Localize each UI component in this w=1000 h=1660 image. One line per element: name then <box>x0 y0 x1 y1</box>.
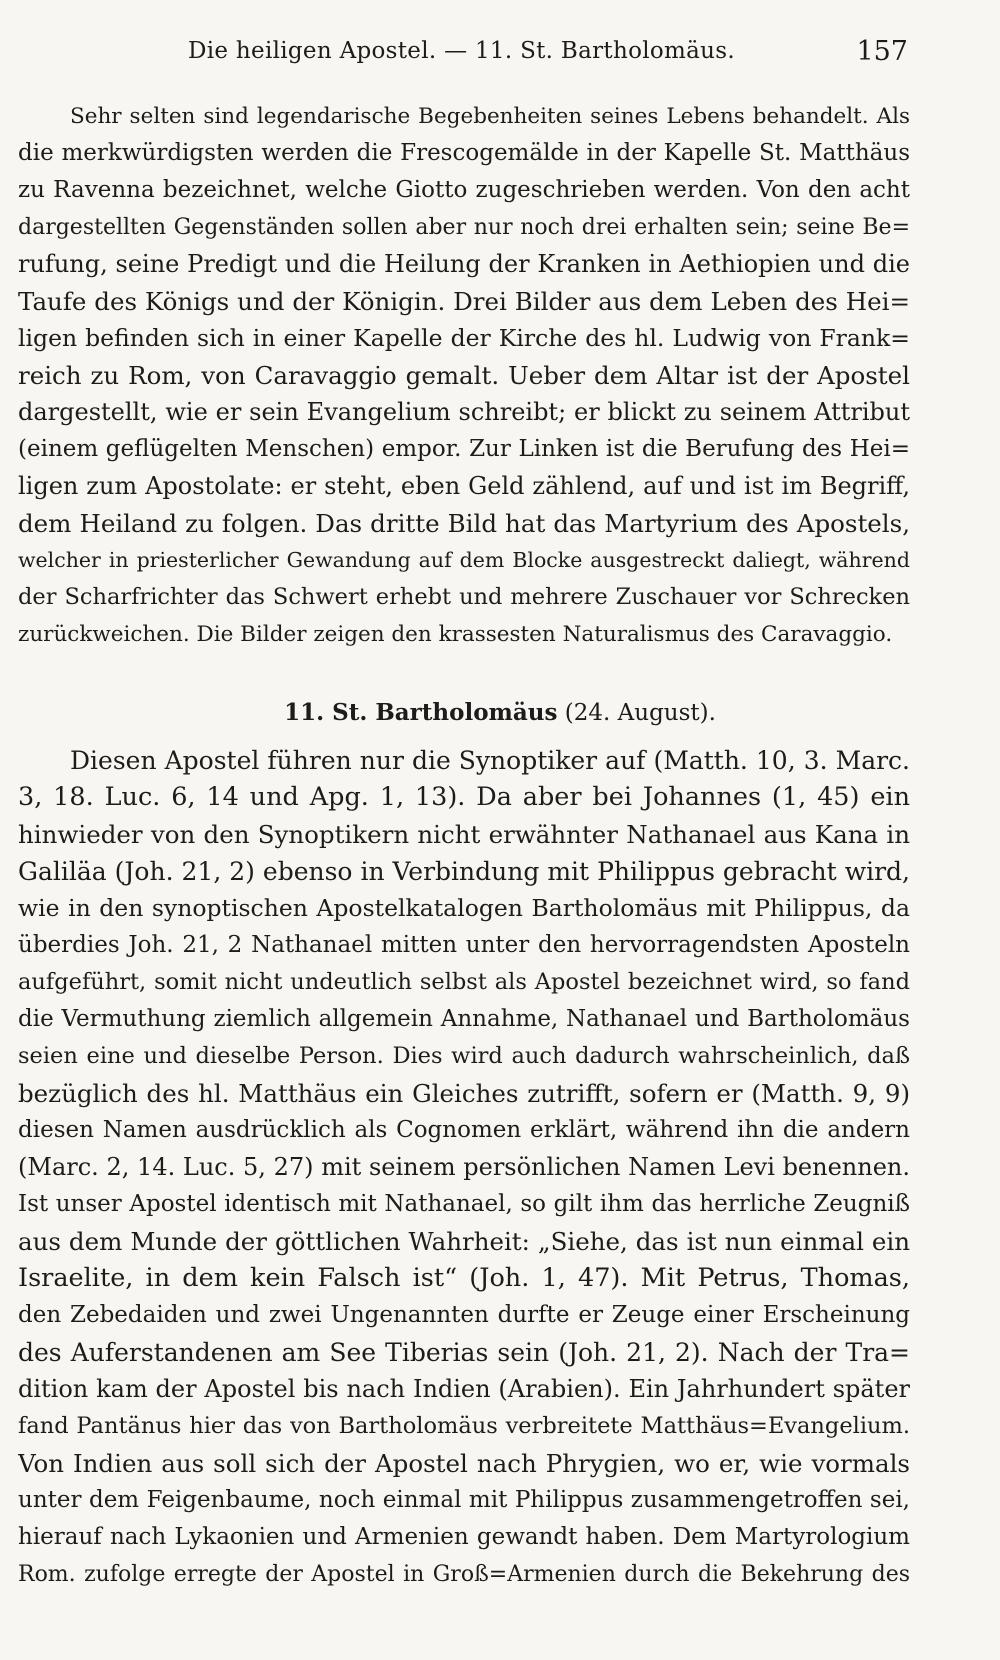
text-line: aufgeführt, somit nicht undeutlich selbst als Apostel bezeichnet wird, so fand <box>18 969 910 995</box>
text-line: wie in den synoptischen Apostelkatalogen Bartholomäus mit Philippus, da <box>18 894 910 922</box>
text-line: Rom. zufolge erregte der Apostel in Groß=Armenien durch die Bekehrung des <box>18 1562 910 1587</box>
text-line: Galiläa (Joh. 21, 2) ebenso in Verbindung mit Philippus gebracht wird, <box>18 857 910 886</box>
text-line: unter dem Feigenbaume, noch einmal mit Philippus zusammengetroffen sei, <box>18 1487 910 1513</box>
text-line: seien eine und dieselbe Person. Dies wird auch dadurch wahrscheinlich, daß <box>18 1043 910 1069</box>
text-line: des Auferstandenen am See Tiberias sein (Joh. 21, 2). Nach der Tra= <box>18 1338 910 1367</box>
text-line: ligen zum Apostolate: er steht, eben Geld zählend, auf und ist im Begriff, <box>18 472 910 500</box>
text-line: fand Pantänus hier das von Bartholomäus verbreitete Matthäus=Evangelium. <box>18 1413 910 1439</box>
feast-date: (24. August). <box>564 700 716 726</box>
text-line: Taufe des Königs und der Königin. Drei Bilder aus dem Leben des Hei= <box>18 287 910 316</box>
text-line: 3, 18. Luc. 6, 14 und Apg. 1, 13). Da aber bei Johannes (1, 45) ein <box>18 782 910 812</box>
text-line: zurückweichen. Die Bilder zeigen den krassesten Naturalismus des Caravaggio. <box>18 622 893 647</box>
text-line: bezüglich des hl. Matthäus ein Gleiches zutrifft, sofern er (Matth. 9, 9) <box>18 1079 910 1108</box>
text-line: Diesen Apostel führen nur die Synoptiker auf (Matth. 10, 3. Marc. <box>70 746 910 775</box>
text-line: welcher in priesterlicher Gewandung auf dem Blocke ausgestreckt daliegt, während <box>18 548 910 572</box>
paragraph-caravaggio <box>18 98 910 653</box>
text-line: überdies Joh. 21, 2 Nathanael mitten unter den hervorragendsten Aposteln <box>18 932 910 958</box>
text-line: ligen befinden sich in einer Kapelle der Kirche des hl. Ludwig von Frank= <box>18 324 910 352</box>
section-title: 11. St. Bartholomäus <box>284 699 558 726</box>
section-heading <box>0 695 1000 731</box>
text-line: reich zu Rom, von Caravaggio gemalt. Ueber dem Altar ist der Apostel <box>18 361 910 390</box>
text-line: (einem geflügelten Menschen) empor. Zur Linken ist die Berufung des Hei= <box>18 436 910 462</box>
text-line: dition kam der Apostel bis nach Indien (Arabien). Ein Jahrhundert später <box>18 1375 910 1403</box>
text-line: Von Indien aus soll sich der Apostel nach Phrygien, wo er, wie vormals <box>18 1449 910 1478</box>
text-line: aus dem Munde der göttlichen Wahrheit: „Siehe, das ist nun einmal ein <box>18 1227 910 1256</box>
text-line: dargestellten Gegenständen sollen aber nur noch drei erhalten sein; seine Be= <box>18 215 910 240</box>
text-line: hinwieder von den Synoptikern nicht erwähnter Nathanael aus Kana in <box>18 820 910 849</box>
text-line: hierauf nach Lykaonien und Armenien gewandt haben. Dem Martyrologium <box>18 1524 910 1550</box>
text-line: diesen Namen ausdrücklich als Cognomen erklärt, während ihn die andern <box>18 1117 910 1143</box>
text-line: rufung, seine Predigt und die Heilung der Kranken in Aethiopien und die <box>18 250 910 278</box>
paragraph-bartholomew <box>18 742 910 1593</box>
text-line: der Scharfrichter das Schwert erhebt und mehrere Zuschauer vor Schrecken <box>18 584 910 610</box>
text-line: die merkwürdigsten werden die Frescogemälde in der Kapelle St. Matthäus <box>18 140 910 166</box>
page-number: 157 <box>856 36 908 67</box>
running-title: Die heiligen Apostel. — 11. St. Bartholomäus. <box>188 38 735 64</box>
text-line: zu Ravenna bezeichnet, welche Giotto zugeschrieben werden. Von den acht <box>18 177 910 203</box>
text-line: Sehr selten sind legendarische Begebenheiten seines Lebens behandelt. Als <box>70 104 910 129</box>
text-line: dem Heiland zu folgen. Das dritte Bild hat das Martyrium des Apostels, <box>18 509 910 538</box>
text-line: Israelite, in dem kein Falsch ist“ (Joh. 1, 47). Mit Petrus, Thomas, <box>18 1263 910 1293</box>
text-line: (Marc. 2, 14. Luc. 5, 27) mit seinem persönlichen Namen Levi benennen. <box>18 1153 910 1181</box>
running-header <box>188 38 908 78</box>
text-line: dargestellt, wie er sein Evangelium schreibt; er blickt zu seinem Attribut <box>18 398 910 426</box>
text-line: den Zebedaiden und zwei Ungenannten durfte er Zeuge einer Erscheinung <box>18 1302 910 1328</box>
text-line: die Vermuthung ziemlich allgemein Annahme, Nathanael und Bartholomäus <box>18 1006 910 1032</box>
text-line: Ist unser Apostel identisch mit Nathanael, so gilt ihm das herrliche Zeugniß <box>18 1191 910 1217</box>
